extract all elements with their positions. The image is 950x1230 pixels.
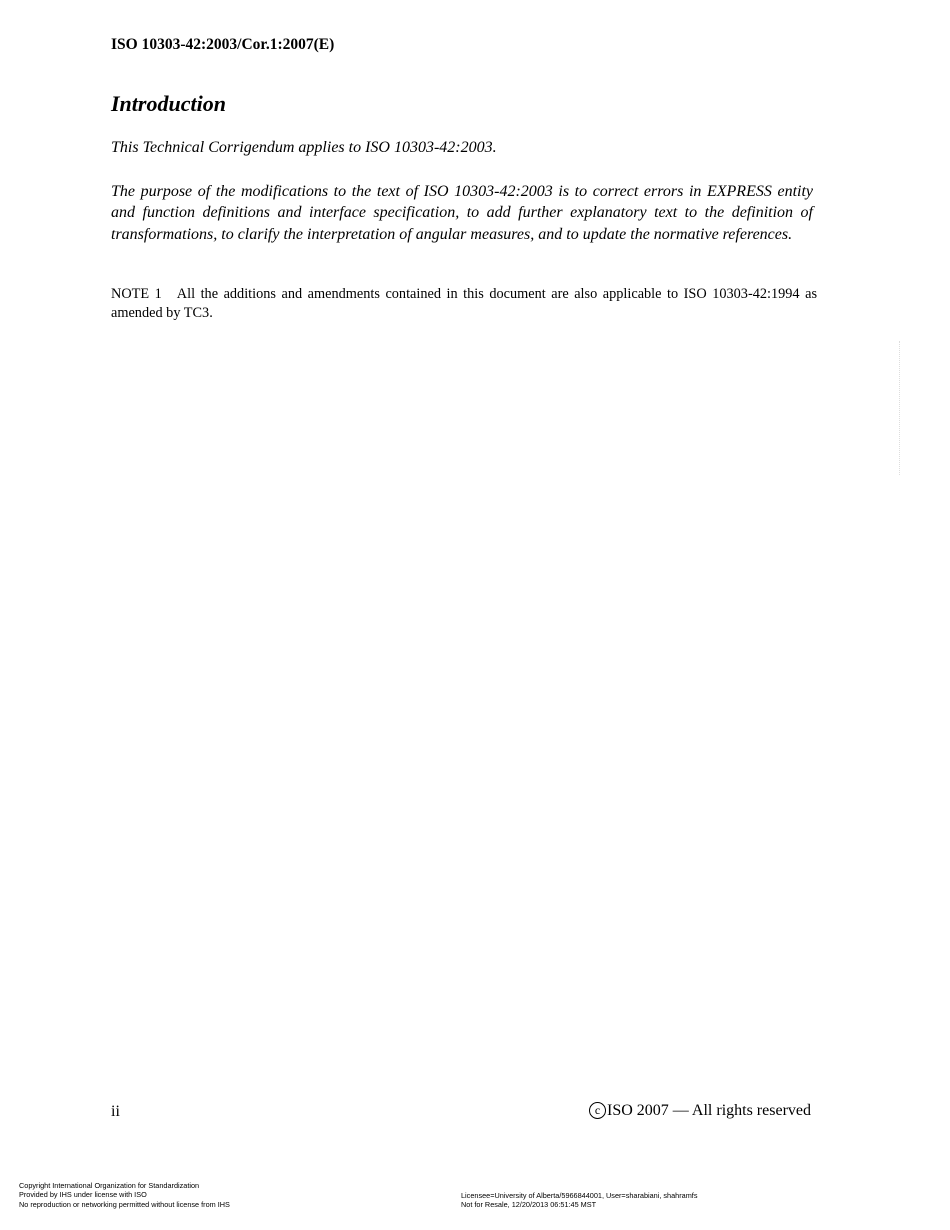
- license-left-line: Provided by IHS under license with ISO: [19, 1190, 147, 1200]
- intro-paragraph-2: The purpose of the modifications to the text of ISO 10303-42:2003 is to correct errors in EXPRESS entity and function definitions and interface specification, to add further explanatory text to the definition of transformations, to clarify the interpretation of angular measures, and to update the normative references.: [111, 183, 813, 243]
- copyright-notice: [589, 1102, 811, 1120]
- page-number: ii: [111, 1103, 120, 1120]
- section-heading-introduction: Introduction: [111, 91, 226, 116]
- license-left-line: No reproduction or networking permitted without license from IHS: [19, 1199, 230, 1209]
- copyright-text: ISO 2007 — All rights reserved: [607, 1102, 811, 1119]
- copyright-icon: c: [589, 1102, 606, 1119]
- document-id: ISO 10303-42:2003/Cor.1:2007(E): [111, 36, 335, 53]
- intro-paragraph-1: This Technical Corrigendum applies to ISO 10303-42:2003.: [111, 139, 497, 156]
- note-text: All the additions and amendments contained in this document are also applicable to ISO 10303-42:1994 as amended by TC3.: [111, 286, 818, 321]
- license-right-line: Licensee=University of Alberta/5966844001, User=sharabiani, shahramfs: [461, 1191, 698, 1200]
- note-label: NOTE 1: [111, 286, 162, 302]
- note-1: [111, 285, 817, 323]
- license-notice-right: [461, 1191, 697, 1210]
- license-notice-left: [19, 1181, 230, 1209]
- license-left-line: Copyright International Organization for Standardization: [19, 1181, 200, 1190]
- license-right-line: Not for Resale, 12/20/2013 06:51:45 MST: [461, 1200, 597, 1210]
- margin-scan-marks: [899, 341, 904, 475]
